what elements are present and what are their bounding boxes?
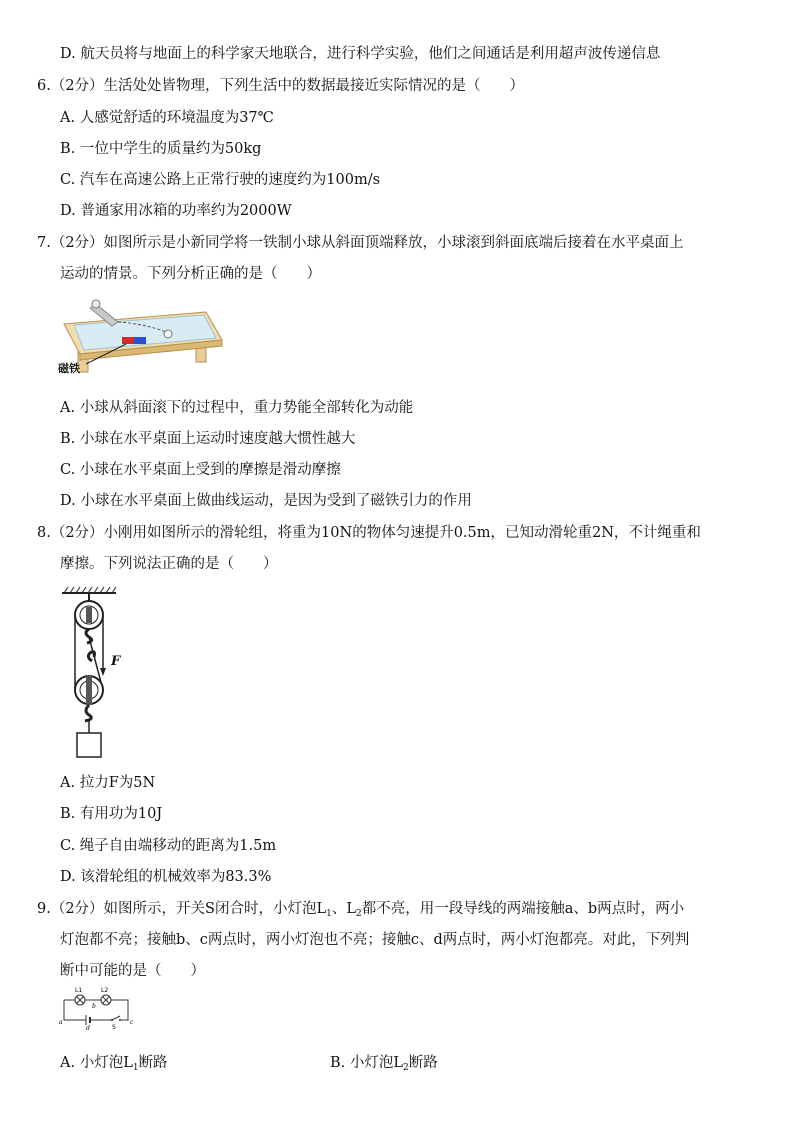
q8-stem-line1: 8.（2分）小刚用如图所示的滑轮组，将重为10N的物体匀速提升0.5m，已知动滑轮重2N，不计绳重和 (37, 525, 701, 541)
q7-ramp-table-figure (56, 292, 226, 382)
q6-option-b: B. 一位中学生的质量约为50kg (60, 141, 262, 157)
ball-start (92, 300, 100, 308)
q6-option-d: D. 普通家用冰箱的功率约为2000W (60, 203, 292, 219)
force-label: F (111, 654, 121, 669)
magnet-red (122, 337, 134, 344)
q8-option-c: C. 绳子自由端移动的距离为1.5m (60, 838, 277, 854)
magnet-label: 磁铁 (58, 362, 80, 375)
label-s: S (112, 1024, 116, 1031)
q5-option-d: D. 航天员将与地面上的科学家天地联合，进行科学实验，他们之间通话是利用超声波传递信息 (60, 46, 661, 62)
q6-option-c: C. 汽车在高速公路上正常行驶的速度约为100m/s (60, 172, 381, 188)
q6-option-a: A. 人感觉舒适的环境温度为37℃ (60, 110, 274, 126)
q7-option-c: C. 小球在水平桌面上受到的摩擦是滑动摩擦 (60, 462, 341, 478)
q8-option-a: A. 拉力F为5N (60, 775, 156, 791)
q8-option-d: D. 该滑轮组的机械效率为83.3% (60, 869, 272, 885)
q7-option-a: A. 小球从斜面滚下的过程中，重力势能全部转化为动能 (60, 400, 414, 416)
label-l2: L2 (101, 987, 109, 994)
q9-option-a: A. 小灯泡$L_1$断路 (60, 1055, 168, 1073)
q7-option-d: D. 小球在水平桌面上做曲线运动，是因为受到了磁铁引力的作用 (60, 493, 472, 509)
q9-circuit-figure (56, 986, 136, 1031)
label-b: b (92, 1003, 96, 1010)
q9-stem-line3: 断中可能的是（ ） (60, 963, 205, 979)
q8-stem-line2: 摩擦。下列说法正确的是（ ） (60, 556, 278, 572)
q7-option-b: B. 小球在水平桌面上运动时速度越大惯性越大 (60, 431, 356, 447)
weight-block (77, 733, 101, 757)
q8-option-b: B. 有用功为10J (60, 806, 163, 822)
q9-option-b: B. 小灯泡$L_2$断路 (330, 1055, 438, 1073)
label-c: c (130, 1019, 134, 1026)
q7-stem-line2: 运动的情景。下列分析正确的是（ ） (60, 266, 321, 282)
q8-pulley-figure (56, 585, 136, 760)
magnet-blue (134, 337, 146, 344)
ball-end (164, 330, 172, 338)
label-d: d (86, 1025, 90, 1031)
q6-stem: 6.（2分）生活处处皆物理，下列生活中的数据最接近实际情况的是（ ） (37, 78, 525, 94)
label-a: a (59, 1019, 63, 1026)
q9-stem-line2: 灯泡都不亮；接触b、c两点时，两小灯泡也不亮；接触c、d两点时，两小灯泡都亮。对此，下列判 (60, 932, 690, 948)
q7-stem-line1: 7.（2分）如图所示是小新同学将一铁制小球从斜面顶端释放，小球滚到斜面底端后接着在水平桌面上 (37, 235, 684, 251)
q9-stem-line1: 9.（2分）如图所示，开关S闭合时，小灯泡$L_1$、$L_2$都不亮，用一段导线的两端接触a、b两点时，两小 (37, 901, 685, 919)
label-l1: L1 (75, 987, 83, 994)
